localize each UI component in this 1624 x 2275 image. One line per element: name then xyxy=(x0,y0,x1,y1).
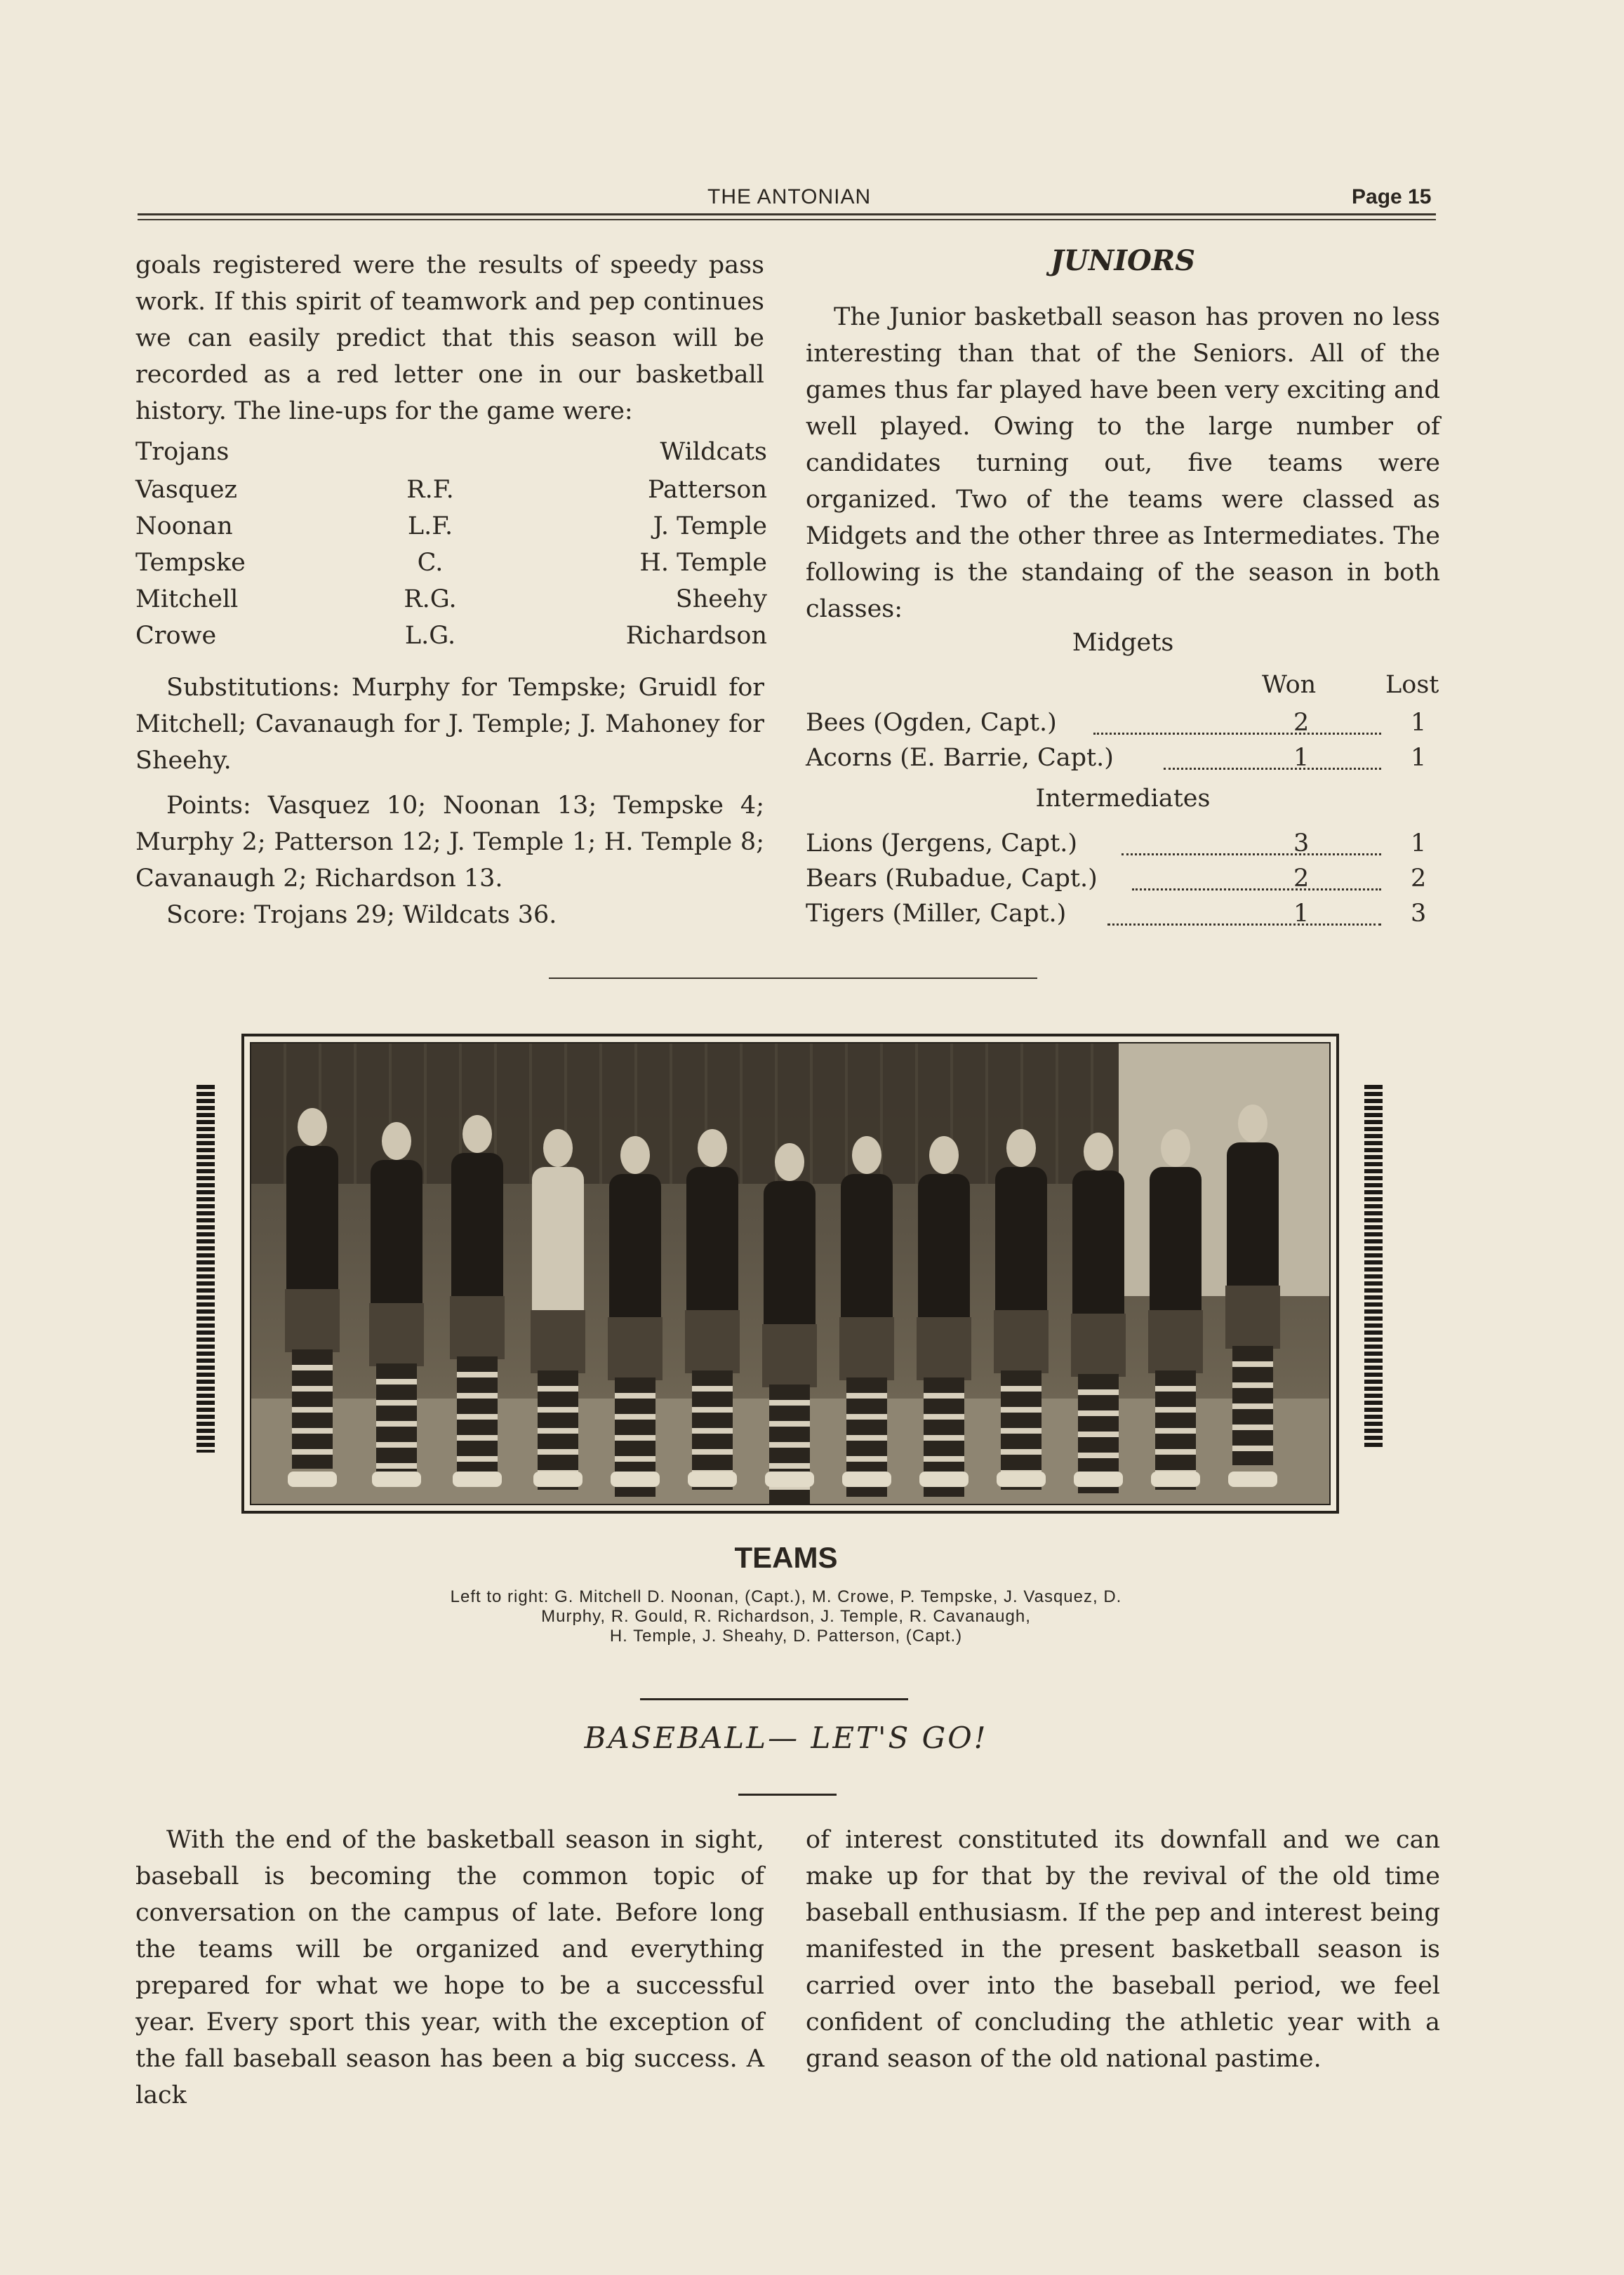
lost-column-label: Lost xyxy=(1385,671,1439,699)
dot-leader xyxy=(1093,733,1381,735)
standings-header xyxy=(806,671,1440,707)
team-lost: 1 xyxy=(1411,829,1427,858)
lineup-header-home: Trojans xyxy=(135,438,229,466)
dot-leader xyxy=(1164,768,1381,770)
article-intro xyxy=(135,247,764,429)
player-figure xyxy=(679,1129,744,1487)
section-divider xyxy=(549,978,1037,979)
lineup-home-player: Crowe xyxy=(135,622,217,650)
team-photo-image xyxy=(250,1042,1331,1505)
baseball-left-text: With the end of the basketball season in sight, baseball is becoming the common topic of conversation on the campus of late. Before long the teams will be organized and everything prepared for what we hope to be a successful year. Every sport this year, with the exception of the fall baseball season has been a big success. A lack xyxy=(135,1826,764,2109)
player-figure xyxy=(525,1129,590,1487)
lineup-row xyxy=(135,585,767,622)
lineup-position: C. xyxy=(417,549,444,577)
points-text: Points: Vasquez 10; Noonan 13; Tempske 4; Murphy 2; Patterson 12; J. Temple 1; H. Temple 8; Cavanaugh 2; Richardson 13. xyxy=(135,792,764,893)
standings-row xyxy=(806,900,1440,936)
lineup-home-player: Tempske xyxy=(135,549,246,577)
standings-row xyxy=(806,709,1440,745)
player-figure xyxy=(757,1143,821,1487)
lineup-home-player: Noonan xyxy=(135,512,233,540)
photo-caption xyxy=(295,1587,1277,1646)
lineup-away-player: Richardson xyxy=(625,622,767,650)
lineup-row xyxy=(135,476,767,512)
lineup-home-player: Mitchell xyxy=(135,585,239,613)
dot-leader xyxy=(1122,853,1381,855)
standings-row xyxy=(806,865,1440,901)
lineup-away-player: Patterson xyxy=(648,476,767,504)
lineup-position: R.F. xyxy=(406,476,454,504)
team-lost: 3 xyxy=(1411,900,1427,928)
player-figure xyxy=(1143,1129,1207,1487)
decorative-bar-right xyxy=(1364,1085,1383,1447)
lineup-position: L.G. xyxy=(404,622,456,650)
lineup-header-row xyxy=(135,438,767,474)
lineup-away-player: J. Temple xyxy=(653,512,767,540)
player-figure xyxy=(444,1115,509,1487)
dot-leader xyxy=(1132,888,1381,890)
baseball-rule-bottom xyxy=(738,1794,837,1796)
running-title: THE ANTONIAN xyxy=(707,185,872,208)
player-figure xyxy=(602,1136,667,1487)
page-number: Page 15 xyxy=(1352,185,1432,208)
lineup-row xyxy=(135,549,767,585)
player-figure xyxy=(1065,1133,1130,1487)
team-photo xyxy=(241,1034,1339,1514)
baseball-rule-top xyxy=(640,1698,908,1700)
standings-row xyxy=(806,829,1440,866)
team-won: 1 xyxy=(1293,900,1310,928)
caption-line: Left to right: G. Mitchell D. Noonan, (Capt.), M. Crowe, P. Tempske, J. Vasquez, D. xyxy=(450,1587,1122,1606)
team-won: 2 xyxy=(1293,865,1310,893)
player-figure xyxy=(364,1122,428,1487)
player-figure xyxy=(1220,1105,1284,1487)
team-lost: 2 xyxy=(1411,865,1427,893)
juniors-body xyxy=(806,299,1440,627)
score-text: Score: Trojans 29; Wildcats 36. xyxy=(166,901,557,929)
intermediates-title: Intermediates xyxy=(1035,785,1211,813)
baseball-right-text: of interest constituted its downfall and we can make up for that by the revival of the old time baseball enthusiasm. If the pep and interest being manifested in the present basketball season is carried over into the baseball period, we feel confident of concluding the athletic year with a grand season of the old national pastime. xyxy=(806,1826,1440,2073)
juniors-heading: JUNIORS xyxy=(1050,244,1196,277)
team-name: Bears (Rubadue, Capt.) xyxy=(806,865,1098,893)
team-won: 2 xyxy=(1293,709,1310,737)
midgets-title: Midgets xyxy=(1072,629,1174,657)
caption-line: Murphy, R. Gould, R. Richardson, J. Temple, R. Cavanaugh, xyxy=(541,1607,1031,1626)
team-name: Acorns (E. Barrie, Capt.) xyxy=(806,744,1114,772)
lineup-position: R.G. xyxy=(404,585,457,613)
lineup-home-player: Vasquez xyxy=(135,476,237,504)
substitutions-text: Substitutions: Murphy for Tempske; Gruidl for Mitchell; Cavanaugh for J. Temple; J. Mahoney for Sheehy. xyxy=(135,674,764,775)
player-figure xyxy=(279,1108,344,1487)
lineup-position: L.F. xyxy=(407,512,453,540)
team-name: Lions (Jergens, Capt.) xyxy=(806,829,1078,858)
header-rule xyxy=(138,213,1436,215)
baseball-right-column xyxy=(806,1822,1440,2077)
header-rule-thin xyxy=(138,219,1436,220)
lineup-away-player: H. Temple xyxy=(639,549,767,577)
lineup-table xyxy=(135,438,767,658)
decorative-bar-left xyxy=(197,1085,215,1453)
photo-title: TEAMS xyxy=(734,1541,838,1574)
intro-paragraph: goals registered were the results of speedy pass work. If this spirit of teamwork and pep continues we can easily predict that this season will be recorded as a red letter one in our basketball history. The line-ups for the game were: xyxy=(135,251,764,425)
lineup-row xyxy=(135,622,767,658)
team-lost: 1 xyxy=(1411,744,1427,772)
lineup-away-player: Sheehy xyxy=(675,585,767,613)
player-figure xyxy=(834,1136,898,1487)
game-summary xyxy=(135,669,764,933)
player-figure xyxy=(988,1129,1053,1487)
won-column-label: Won xyxy=(1262,671,1317,699)
juniors-paragraph: The Junior basketball season has proven no less interesting than that of the Seniors. All of the games thus far played have been very exciting and well played. Owing to the large number of candidates turning out, five teams were organized. Two of the teams were classed as Midgets and the other three as Intermediates. The following is the standaing of the season in both classes: xyxy=(806,303,1440,623)
team-won: 1 xyxy=(1293,744,1310,772)
standings-row xyxy=(806,744,1440,780)
team-won: 3 xyxy=(1293,829,1310,858)
dot-leader xyxy=(1107,923,1381,926)
lineup-header-away: Wildcats xyxy=(660,438,767,466)
player-figure xyxy=(911,1136,976,1487)
caption-line: H. Temple, J. Sheahy, D. Patterson, (Capt.) xyxy=(609,1627,963,1646)
team-name: Bees (Ogden, Capt.) xyxy=(806,709,1057,737)
baseball-heading: BASEBALL— LET'S GO! xyxy=(584,1721,988,1755)
team-lost: 1 xyxy=(1411,709,1427,737)
baseball-left-column xyxy=(135,1822,764,2114)
lineup-row xyxy=(135,512,767,549)
team-name: Tigers (Miller, Capt.) xyxy=(806,900,1067,928)
